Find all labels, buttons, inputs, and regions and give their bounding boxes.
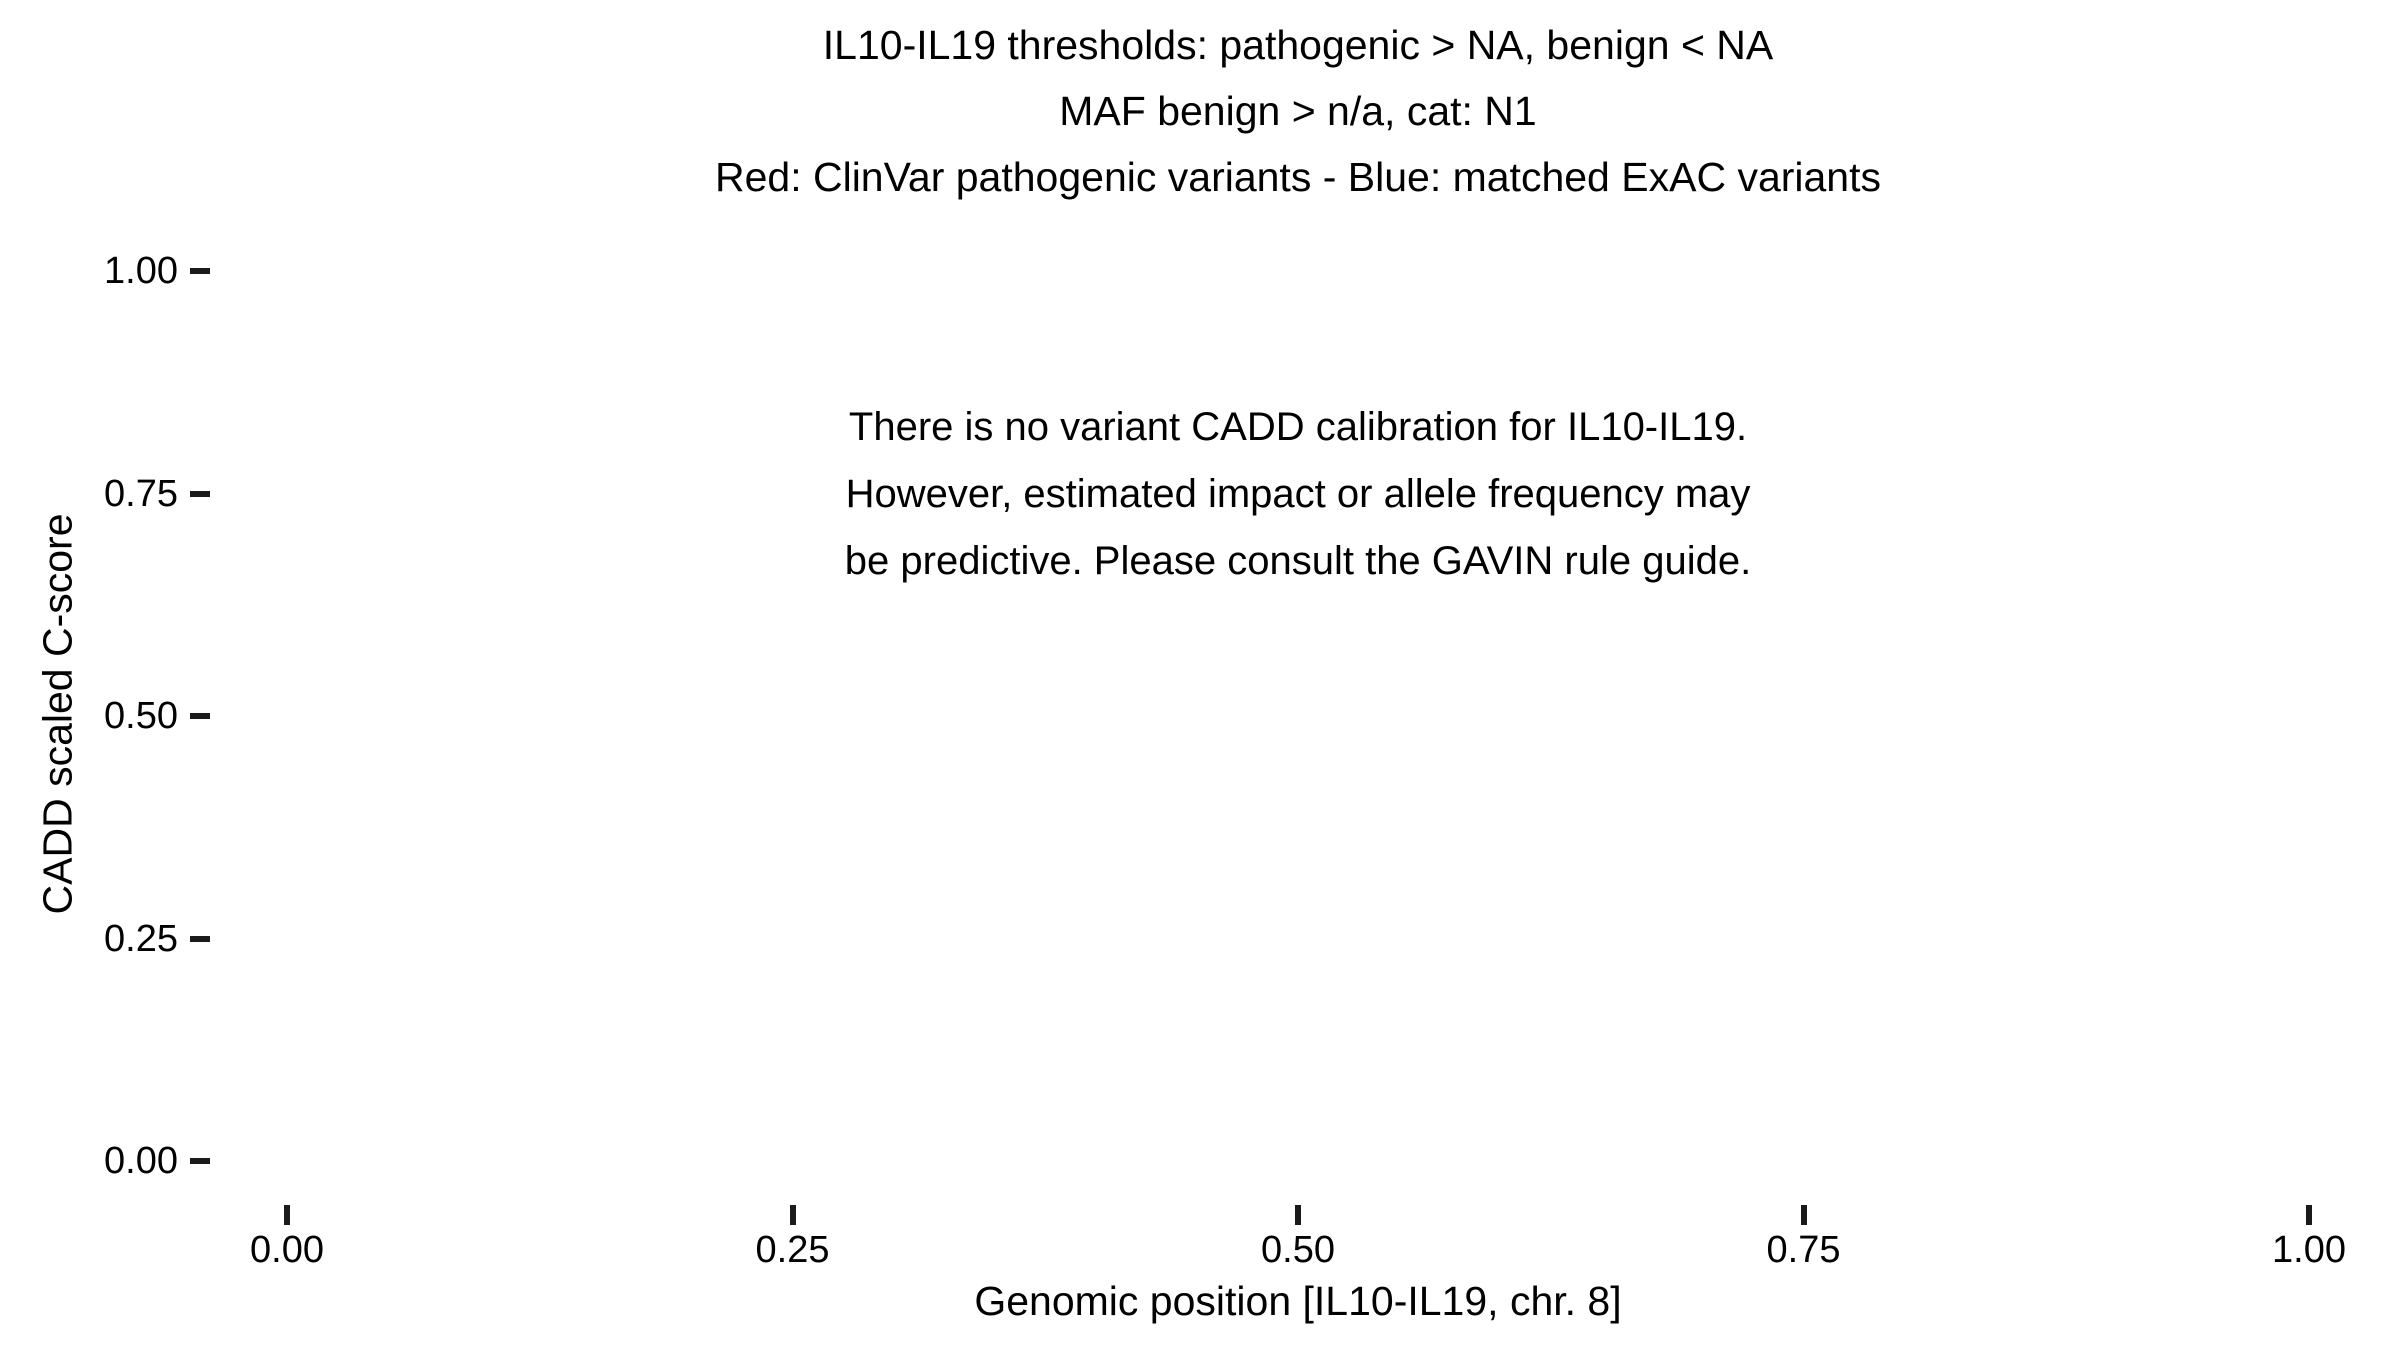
annotation-line-1: There is no variant CADD calibration for IL10-IL19. <box>848 405 1748 449</box>
y-tick-label: 0.50 <box>104 695 178 737</box>
plot-panel <box>212 227 2396 1205</box>
y-tick-mark <box>190 936 210 942</box>
x-tick-label: 1.00 <box>2272 1229 2346 1271</box>
x-tick-label: 0.75 <box>1766 1229 1841 1271</box>
plot-title-line-1: IL10-IL19 thresholds: pathogenic > NA, benign < NA <box>822 22 1774 68</box>
y-tick-mark <box>190 713 210 719</box>
y-tick-label: 0.75 <box>104 472 178 515</box>
y-tick-mark <box>190 268 210 274</box>
x-tick-mark <box>790 1205 796 1225</box>
x-tick-mark <box>1801 1205 1807 1225</box>
x-tick-mark <box>284 1205 290 1225</box>
x-tick-mark <box>1295 1205 1301 1225</box>
y-axis-title: CADD scaled C-score <box>34 513 81 915</box>
no-calibration-annotation <box>198 394 2398 595</box>
y-tick-label: 0.25 <box>104 917 178 960</box>
annotation-line-3: be predictive. Please consult the GAVIN rule guide. <box>844 539 1752 583</box>
x-tick-label: 0.25 <box>755 1229 830 1271</box>
annotation-line-2: However, estimated impact or allele frequency may <box>845 472 1751 516</box>
plot-title-line-3: Red: ClinVar pathogenic variants - Blue: matched ExAC variants <box>714 154 1882 200</box>
x-axis-title: Genomic position [IL10-IL19, chr. 8] <box>974 1278 1622 1324</box>
y-tick-mark <box>190 1158 210 1164</box>
x-tick-label: 0.00 <box>250 1229 324 1271</box>
plot-title-line-2: MAF benign > n/a, cat: N1 <box>1059 88 1537 134</box>
plot-title <box>198 12 2398 210</box>
x-tick-label: 0.50 <box>1261 1229 1335 1271</box>
y-tick-mark <box>190 491 210 497</box>
x-tick-mark <box>2306 1205 2312 1225</box>
y-tick-label: 0.00 <box>104 1140 178 1182</box>
y-tick-label: 1.00 <box>104 250 178 292</box>
